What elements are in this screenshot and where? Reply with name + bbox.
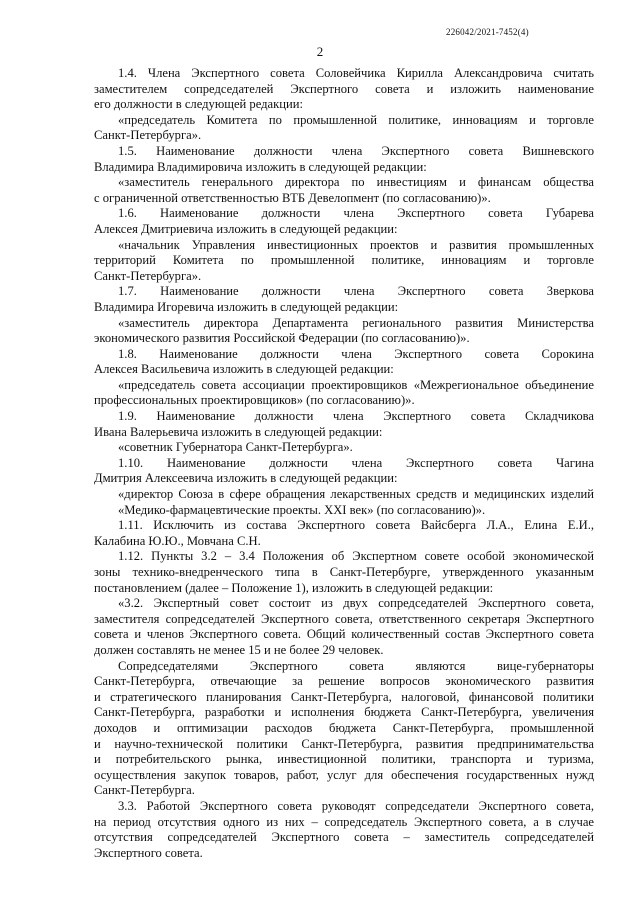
text-line: 1.4. Члена Экспертного совета Соловейчика Кирилла Александровича считать xyxy=(118,66,594,80)
text-line: осуществления закупок товаров, работ, услуг для обеспечения государственных нужд xyxy=(94,767,594,782)
text-line: «советник Губернатора Санкт-Петербурга». xyxy=(118,440,353,455)
text-line: должен составлять не менее 15 и не более 29 человек. xyxy=(94,642,384,657)
text-line: 1.8. Наименование должности члена Экспертного совета Сорокина xyxy=(118,346,594,361)
text-line: 1.9. Наименование должности члена Экспертного совета Складчикова xyxy=(118,409,594,424)
text-line: «председатель совета ассоциации проектировщиков «Межрегиональное объединение xyxy=(118,377,594,392)
text-line: «председатель Комитета по промышленной политике, инновациям и торговле xyxy=(118,112,594,127)
text-line: Сопредседателями Экспертного совета являются вице-губернаторы xyxy=(118,658,594,673)
text-line: Алексея Дмитриевича изложить в следующей редакции: xyxy=(94,221,398,236)
text-line: «директор Союза в сфере обращения лекарственных средств и медицинских изделий xyxy=(118,487,594,502)
text-line: Владимира Владимировича изложить в следующей редакции: xyxy=(94,159,427,174)
text-line: отсутствия сопредседателей Экспертного совета – заместитель сопредседателей xyxy=(94,830,594,845)
text-line: и потребительского рынка, инвестиционной политики, транспорта и туризма, xyxy=(94,752,594,767)
text-line: Санкт-Петербурга». xyxy=(94,128,202,143)
text-line: 1.11. Исключить из состава Экспертного совета Вайсберга Л.А., Елина Е.И., xyxy=(118,518,594,533)
text-line: «Медико-фармацевтические проекты. XXI век» (по согласованию)». xyxy=(118,502,486,517)
text-line: Экспертного совета. xyxy=(94,845,203,860)
text-line: с ограниченной ответственностью ВТБ Девелопмент (по согласованию)». xyxy=(94,190,491,205)
text-line: экономического развития Российской Федерации (по согласованию)». xyxy=(94,331,470,346)
text-line: заместителя сопредседателей Экспертного совета, ответственного секретаря Экспертного xyxy=(94,611,594,626)
text-line: совета и членов Экспертного совета. Общий количественный состав Экспертного совета xyxy=(94,627,594,642)
text-line: «начальник Управления инвестиционных проектов и развития промышленных xyxy=(118,237,594,252)
text-line: территорий Комитета по промышленной политике, инновациям и торговле xyxy=(94,253,594,268)
text-line: Калабина Ю.Ю., Мовчана С.Н. xyxy=(94,533,261,548)
text-line: постановлением (далее – Положение 1), изложить в следующей редакции: xyxy=(94,580,494,595)
text-line: его должности в следующей редакции: xyxy=(94,97,303,112)
text-line: и стратегического планирования Санкт-Петербурга, налоговой, финансовой политики xyxy=(94,689,594,704)
text-line: Санкт-Петербурга. xyxy=(94,783,195,798)
text-line: 1.5. Наименование должности члена Экспертного совета Вишневского xyxy=(118,143,594,158)
document-body xyxy=(94,66,594,861)
text-line: 1.6. Наименование должности члена Экспертного совета Губарева xyxy=(118,206,594,221)
text-line: доходов и оптимизации расходов бюджета Санкт-Петербурга, промышленной xyxy=(94,720,594,735)
text-line: на период отсутствия одного из них – сопредседатель Экспертного совета, а в случае xyxy=(94,814,594,829)
text-line: Санкт-Петербурга, разработки и исполнения бюджета Санкт-Петербурга, увеличения xyxy=(94,705,594,720)
text-line: «заместитель директора Департамента регионального развития Министерства xyxy=(118,315,594,330)
text-line: Санкт-Петербурга». xyxy=(94,268,202,283)
text-line: 1.12. Пункты 3.2 – 3.4 Положения об Экспертном совете особой экономической xyxy=(118,549,594,564)
text-line: «заместитель генерального директора по инвестициям и финансам общества xyxy=(118,175,594,190)
text-line: заместителем сопредседателей Экспертного совета и изложить наименование xyxy=(94,81,594,96)
text-line: и научно-технической политики Санкт-Петербурга, развития предпринимательства xyxy=(94,736,594,751)
page-number: 2 xyxy=(316,44,324,59)
document-number: 226042/2021-7452(4) xyxy=(446,27,529,37)
text-line: профессиональных проектировщиков» (по согласованию)». xyxy=(94,393,415,408)
text-line: Санкт-Петербурга, отвечающие за решение вопросов экономического развития xyxy=(94,674,594,689)
text-line: Владимира Игоревича изложить в следующей редакции: xyxy=(94,299,399,314)
text-line: 1.10. Наименование должности члена Экспертного совета Чагина xyxy=(118,455,594,470)
text-line: Дмитрия Алексеевича изложить в следующей редакции: xyxy=(94,471,398,486)
text-line: Ивана Валерьевича изложить в следующей редакции: xyxy=(94,424,383,439)
text-line: Алексея Васильевича изложить в следующей редакции: xyxy=(94,362,394,377)
text-line: «3.2. Экспертный совет состоит из двух сопредседателей Экспертного совета, xyxy=(118,596,594,611)
text-line: зоны технико-внедренческого типа в Санкт-Петербурге, утвержденного указанным xyxy=(94,565,594,579)
text-line: 3.3. Работой Экспертного совета руководят сопредседатели Экспертного совета, xyxy=(118,798,594,813)
text-line: 1.7. Наименование должности члена Экспертного совета Зверкова xyxy=(118,284,594,299)
